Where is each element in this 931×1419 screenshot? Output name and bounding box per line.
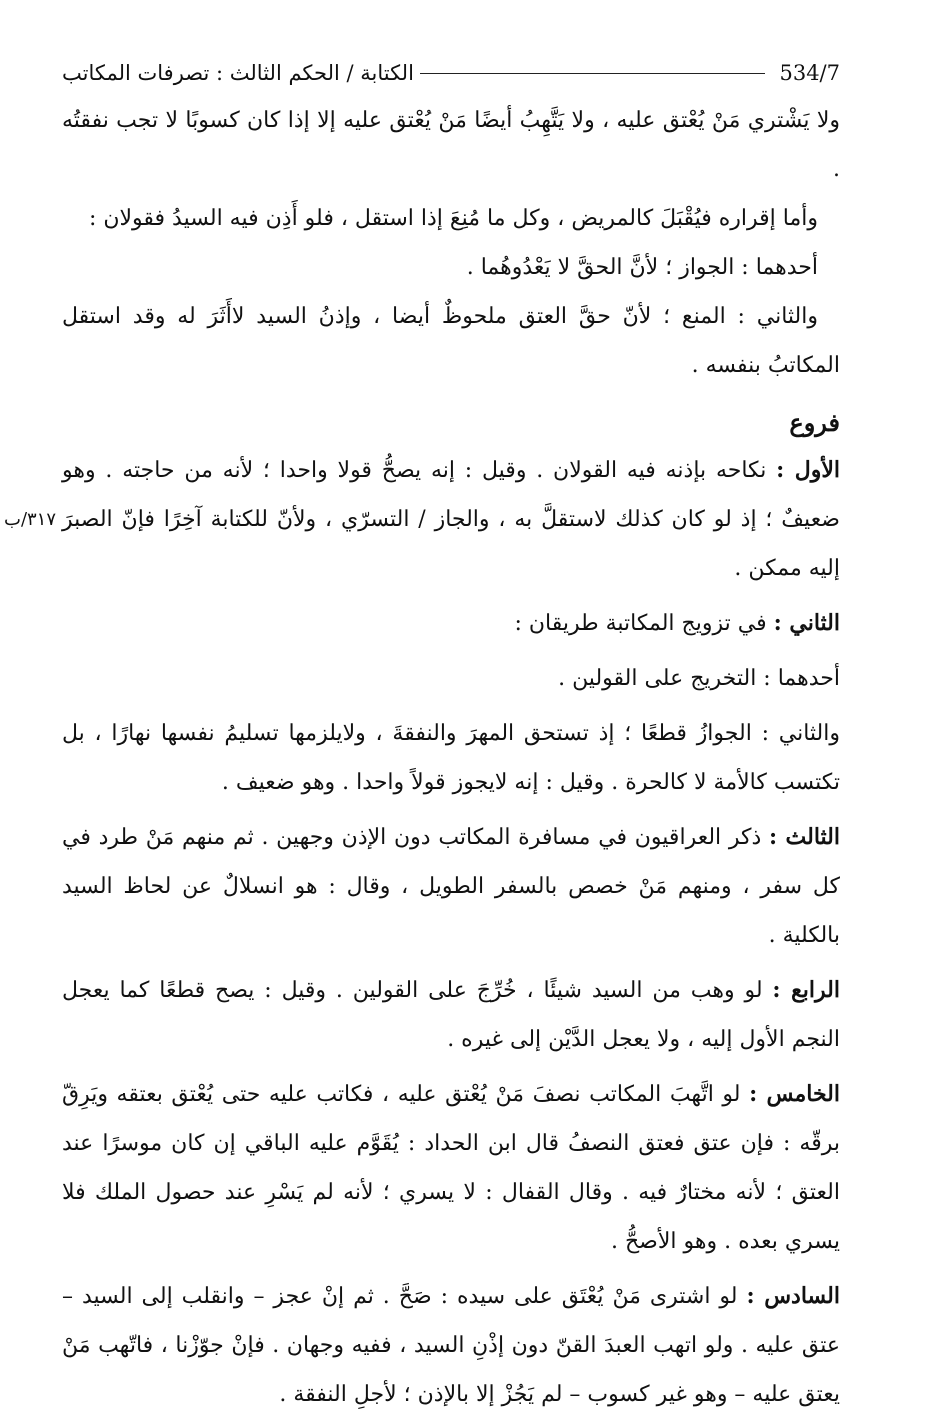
branch-6 bbox=[62, 1272, 840, 1419]
branch-1-text: نكاحه بإذنه فيه القولان . وقيل : إنه يصحُّ قولا واحدا ؛ لأنه من حاجته . وهو ضعيفٌ ؛ إذ لو كان كذلك لاستقلَّ به ، والجاز / التسرّي ، ولأنّ للكتابة آخِرًا فإنّ الصبرَ إليه ممكن . bbox=[62, 458, 840, 581]
header-rule bbox=[420, 73, 766, 74]
branch-1 bbox=[4, 446, 840, 593]
branch-6-text: لو اشترى مَنْ يُعْتَق على سيده : صَحَّ . ثم إنْ عجز – وانقلب إلى السيد – عتق عليه . ولو اتهب العبدَ القنّ دون إذْنِ السيد ، ففيه وجهان . فإنْ جوّزْنا ، فاتّهب مَنْ يعتق عليه – وهو غير كسوب – لم يَجُزْ إلا بالإذن ؛ لأجلِ النفقة . bbox=[62, 1284, 840, 1407]
branch-4-label: الرابع : bbox=[772, 977, 840, 1003]
paragraph-3: أحدهما : الجواز ؛ لأنَّ الحقَّ لا يَعْدُوهُما . bbox=[466, 255, 818, 280]
branch-6-label: السادس : bbox=[746, 1283, 840, 1309]
page-number: 534/7 bbox=[779, 61, 840, 85]
branch-2-option-a: أحدهما : التخريج على القولين . bbox=[558, 666, 840, 691]
branch-2-option-b: والثاني : الجوازُ قطعًا ؛ إذ تستحق المهرَ والنفقةَ ، ولايلزمها تسليمُ نفسها نهارًا ، بل تكتسب كالأمة لا كالحرة . وقيل : إنه لايجوز قولاً واحدا . وهو ضعيف . bbox=[62, 721, 840, 795]
paragraph-2: وأما إقراره فيُقْبَلَ كالمريض ، وكل ما مُنِعَ إذا استقل ، فلو أَذِن فيه السيدُ فقولان : bbox=[88, 206, 818, 231]
section-heading-furu: فروع bbox=[789, 408, 840, 437]
branch-3 bbox=[62, 813, 840, 960]
branch-5-text: لو اتَّهبَ المكاتب نصفَ مَنْ يُعْتق عليه ، فكاتب عليه حتى يُعْتق بعتقه ويَرِقّ برقّه : فإن عتق فعتق النصفُ قال ابن الحداد : يُقَوَّم عليه الباقي إن كان موسرًا عند العتق ؛ لأنه مختارٌ فيه . وقال القفال : لا يسري ؛ لأنه لم يَسْرِ عند حصول الملك فلا يسري بعده . وهو الأصحُّ . bbox=[62, 1082, 840, 1254]
margin-folio-note: ٣١٧/ب bbox=[4, 509, 57, 530]
branch-2-text: في تزويج المكاتبة طريقان : bbox=[514, 611, 774, 636]
document-page bbox=[4, 56, 840, 1419]
running-header bbox=[62, 56, 840, 90]
paragraph-1: ولا يَشْتري مَنْ يُعْتق عليه ، ولا يَتَّهِبُ أيضًا مَنْ يُعْتق عليه إلا إذا كان كسوبًا لا تجب نفقتُه . bbox=[62, 108, 840, 182]
branch-4 bbox=[62, 966, 840, 1064]
branch-4-text: لو وهب من السيد شيئًا ، خُرِّجَ على القولين . وقيل : يصح قطعًا كما يعجل النجم الأول إليه ، ولا يعجل الدَّيْن إلى غيره . bbox=[62, 978, 840, 1052]
branch-5-label: الخامس : bbox=[749, 1081, 840, 1107]
header-title: الكتابة / الحكم الثالث : تصرفات المكاتب bbox=[62, 61, 414, 85]
branch-1-label: الأول : bbox=[776, 457, 840, 483]
branch-2 bbox=[62, 599, 840, 648]
branch-2-label: الثاني : bbox=[773, 610, 840, 636]
branch-3-text: ذكر العراقيون في مسافرة المكاتب دون الإذن وجهين . ثم منهم مَنْ طرد في كل سفر ، ومنهم مَنْ خصص بالسفر الطويل ، وقال : هو انسلالٌ عن لحاظ السيد بالكلية . bbox=[62, 825, 840, 948]
branch-5 bbox=[62, 1070, 840, 1266]
paragraph-4: والثاني : المنع ؛ لأنّ حقَّ العتق ملحوظٌ أيضا ، وإذنُ السيد لاأَثَرَ له وقد استقل المكاتبُ بنفسه . bbox=[62, 304, 840, 378]
branch-3-label: الثالث : bbox=[769, 824, 840, 850]
